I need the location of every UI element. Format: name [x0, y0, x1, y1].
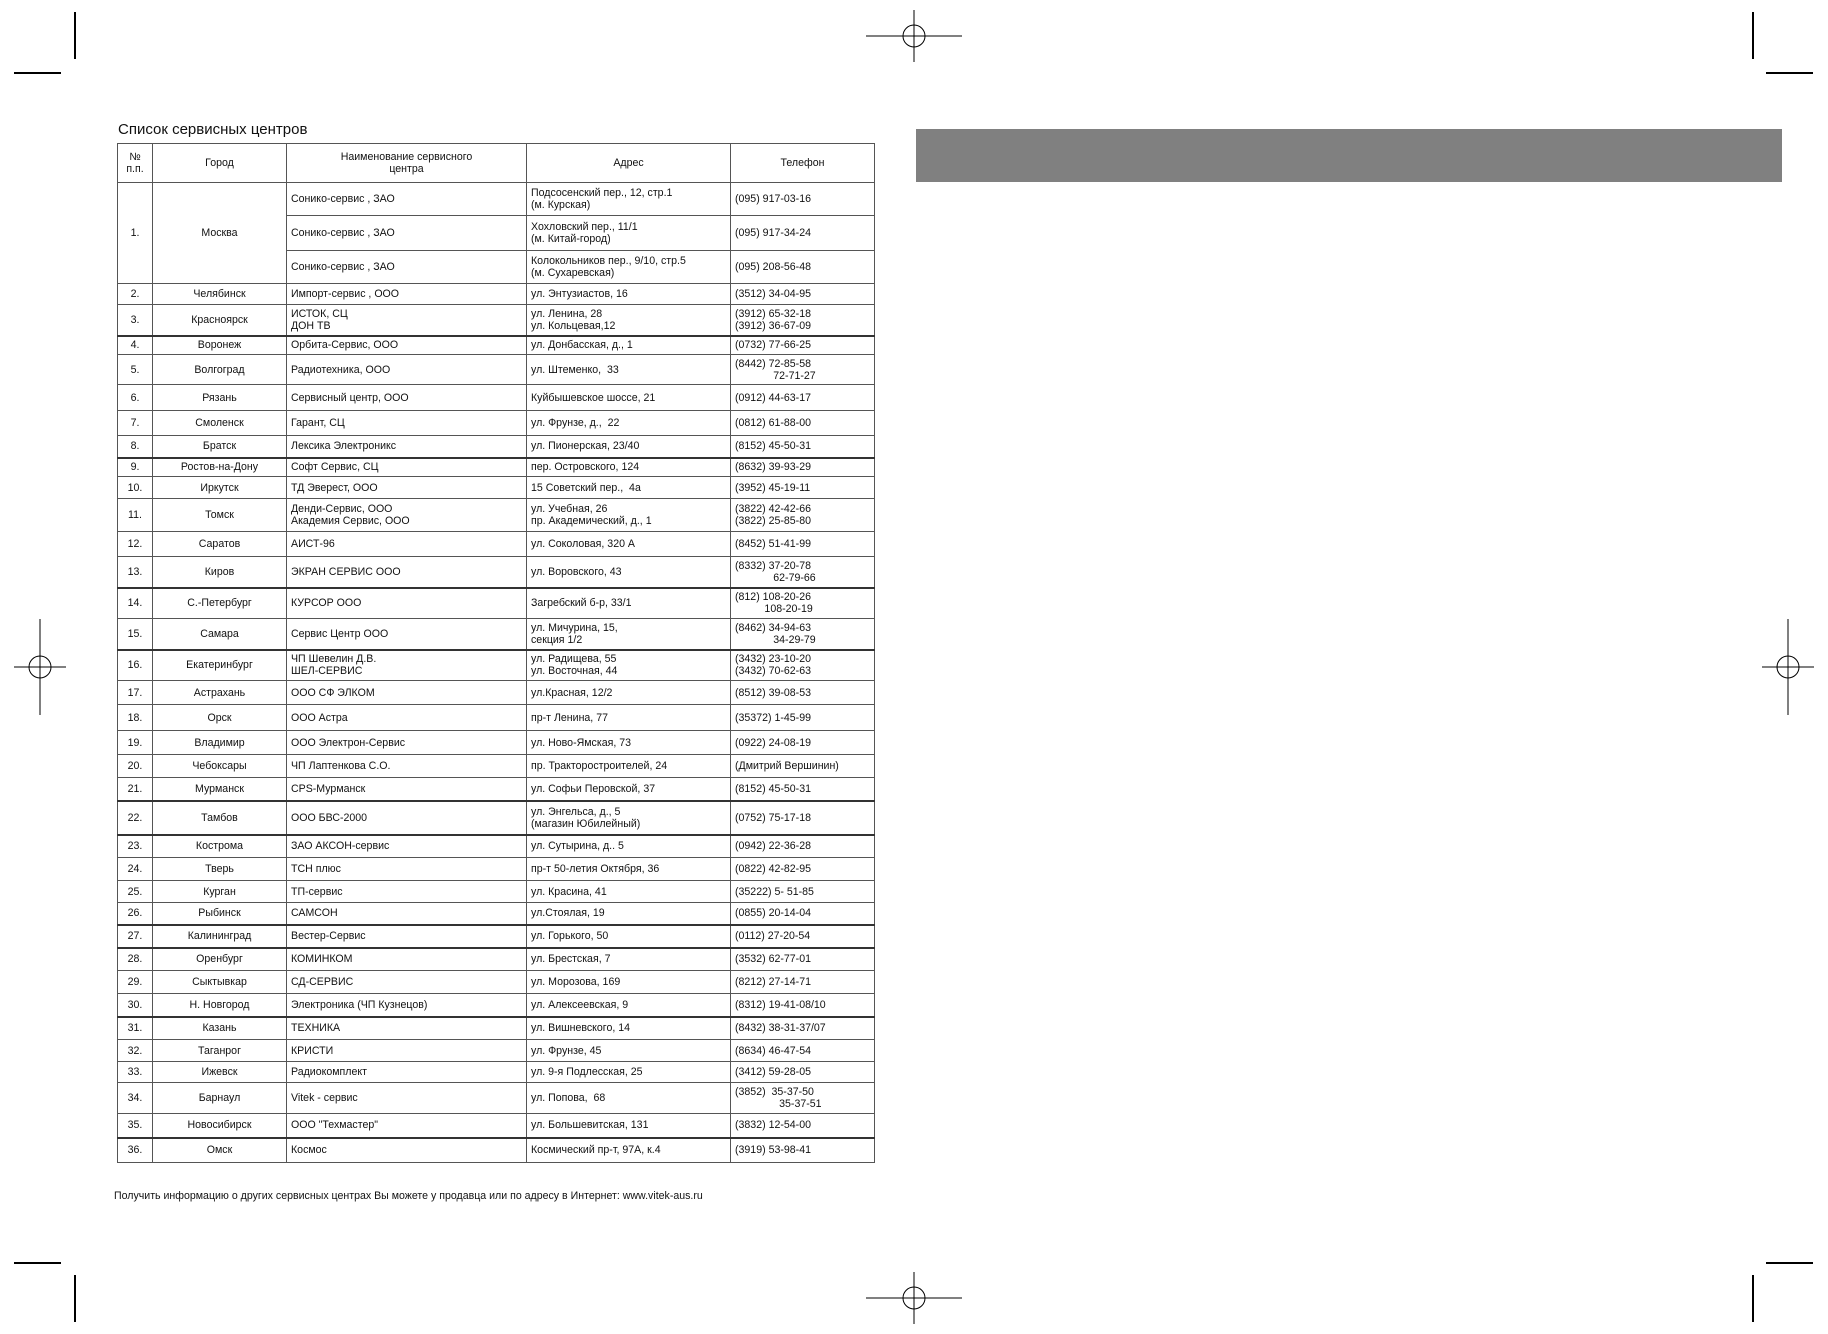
- address-cell: ул. Фрунзе, 45: [527, 1040, 731, 1062]
- city-cell: Воронеж: [153, 336, 287, 355]
- table-row: [118, 948, 875, 971]
- address-cell: Колокольников пер., 9/10, стр.5 (м. Сухаревская): [527, 251, 731, 284]
- phone-cell: (3912) 65-32-18 (3912) 36-67-09: [731, 305, 875, 336]
- registration-mark-icon: [866, 1272, 962, 1324]
- table-row: [118, 411, 875, 436]
- row-number: 28.: [118, 948, 153, 971]
- center-name-cell: Орбита-Сервис, ООО: [287, 336, 527, 355]
- city-cell: Орск: [153, 705, 287, 731]
- row-number: 8.: [118, 436, 153, 458]
- address-cell: ул. Горького, 50: [527, 925, 731, 948]
- phone-cell: (0855) 20-14-04: [731, 903, 875, 925]
- table-row: [118, 1017, 875, 1040]
- header-phone: Телефон: [731, 144, 875, 183]
- center-name-cell: Электроника (ЧП Кузнецов): [287, 994, 527, 1017]
- row-number: 23.: [118, 835, 153, 858]
- crop-mark: [14, 1262, 61, 1264]
- city-cell: Ростов-на-Дону: [153, 458, 287, 477]
- center-name-cell: Лексика Электроникс: [287, 436, 527, 458]
- address-cell: Хохловский пер., 11/1 (м. Китай-город): [527, 216, 731, 251]
- row-number: 27.: [118, 925, 153, 948]
- center-name-cell: ТП-сервис: [287, 881, 527, 903]
- address-cell: ул. Ленина, 28 ул. Кольцевая,12: [527, 305, 731, 336]
- row-number: 24.: [118, 858, 153, 881]
- address-cell: ул. Алексеевская, 9: [527, 994, 731, 1017]
- row-number: 3.: [118, 305, 153, 336]
- city-cell: Мурманск: [153, 778, 287, 801]
- row-number: 7.: [118, 411, 153, 436]
- address-cell: ул. Штеменко, 33: [527, 355, 731, 385]
- row-number: 16.: [118, 650, 153, 681]
- center-name-cell: ИСТОК, СЦ ДОН ТВ: [287, 305, 527, 336]
- address-cell: Загребский б-р, 33/1: [527, 588, 731, 619]
- city-cell: Братск: [153, 436, 287, 458]
- city-cell: Волгоград: [153, 355, 287, 385]
- center-name-cell: ООО Электрон-Сервис: [287, 731, 527, 755]
- phone-cell: (0752) 75-17-18: [731, 801, 875, 835]
- table-row: [118, 619, 875, 650]
- table-row: [118, 778, 875, 801]
- address-cell: пр. Тракторостроителей, 24: [527, 755, 731, 778]
- row-number: 19.: [118, 731, 153, 755]
- city-cell: Тамбов: [153, 801, 287, 835]
- phone-cell: (3952) 45-19-11: [731, 477, 875, 499]
- service-centers-table: [117, 143, 875, 1163]
- center-name-cell: Гарант, СЦ: [287, 411, 527, 436]
- city-cell: Чебоксары: [153, 755, 287, 778]
- row-number: 25.: [118, 881, 153, 903]
- table-row: [118, 588, 875, 619]
- gray-header-bar: [916, 129, 1782, 182]
- address-cell: ул. Воровского, 43: [527, 557, 731, 588]
- header-address: Адрес: [527, 144, 731, 183]
- phone-cell: (0812) 61-88-00: [731, 411, 875, 436]
- center-name-cell: Космос: [287, 1138, 527, 1163]
- phone-cell: (8632) 39-93-29: [731, 458, 875, 477]
- table-row: [118, 1062, 875, 1083]
- table-row: [118, 336, 875, 355]
- row-number: 31.: [118, 1017, 153, 1040]
- address-cell: ул. Энтузиастов, 16: [527, 284, 731, 305]
- city-cell: Самара: [153, 619, 287, 650]
- crop-mark: [14, 72, 61, 74]
- registration-mark-icon: [14, 619, 66, 715]
- center-name-cell: Импорт-сервис , ООО: [287, 284, 527, 305]
- footer-note: Получить информацию о других сервисных центрах Вы можете у продавца или по адресу в Интернет: www.vitek-aus.ru: [114, 1190, 703, 1202]
- row-number: 22.: [118, 801, 153, 835]
- header-name: Наименование сервисного центра: [287, 144, 527, 183]
- phone-cell: (8152) 45-50-31: [731, 436, 875, 458]
- center-name-cell: ООО СФ ЭЛКОМ: [287, 681, 527, 705]
- table-row: [118, 477, 875, 499]
- row-number: 21.: [118, 778, 153, 801]
- city-cell: Калининград: [153, 925, 287, 948]
- address-cell: пер. Островского, 124: [527, 458, 731, 477]
- table-row: [118, 458, 875, 477]
- address-cell: Космический пр-т, 97А, к.4: [527, 1138, 731, 1163]
- row-number: 35.: [118, 1114, 153, 1138]
- row-number: 12.: [118, 532, 153, 557]
- phone-cell: (095) 917-34-24: [731, 216, 875, 251]
- phone-cell: (8152) 45-50-31: [731, 778, 875, 801]
- center-name-cell: ООО Астра: [287, 705, 527, 731]
- crop-mark: [74, 1275, 76, 1322]
- crop-mark: [1766, 72, 1813, 74]
- phone-cell: (3852) 35-37-50 35-37-51: [731, 1083, 875, 1114]
- table-row: [118, 650, 875, 681]
- phone-cell: (8462) 34-94-63 34-29-79: [731, 619, 875, 650]
- header-number: № п.п.: [118, 144, 153, 183]
- registration-mark-icon: [1762, 619, 1814, 715]
- table-row: [118, 705, 875, 731]
- table-row: [118, 1138, 875, 1163]
- table-row: [118, 305, 875, 336]
- table-row: [118, 835, 875, 858]
- center-name-cell: Сонико-сервис , ЗАО: [287, 251, 527, 284]
- address-cell: пр-т 50-летия Октября, 36: [527, 858, 731, 881]
- address-cell: ул. Морозова, 169: [527, 971, 731, 994]
- table-row: [118, 385, 875, 411]
- table-row: [118, 1040, 875, 1062]
- table-row: [118, 681, 875, 705]
- center-name-cell: Софт Сервис, СЦ: [287, 458, 527, 477]
- address-cell: Подсосенский пер., 12, стр.1 (м. Курская): [527, 183, 731, 216]
- phone-cell: (0112) 27-20-54: [731, 925, 875, 948]
- row-number: 26.: [118, 903, 153, 925]
- crop-mark: [1752, 12, 1754, 59]
- center-name-cell: Денди-Сервис, ООО Академия Сервис, ООО: [287, 499, 527, 532]
- phone-cell: (8312) 19-41-08/10: [731, 994, 875, 1017]
- city-cell: Томск: [153, 499, 287, 532]
- row-number: 14.: [118, 588, 153, 619]
- center-name-cell: САМСОН: [287, 903, 527, 925]
- table-row: [118, 557, 875, 588]
- phone-cell: (8452) 51-41-99: [731, 532, 875, 557]
- city-cell: Владимир: [153, 731, 287, 755]
- address-cell: ул. Пионерская, 23/40: [527, 436, 731, 458]
- city-cell: Киров: [153, 557, 287, 588]
- city-cell: Саратов: [153, 532, 287, 557]
- row-number: 11.: [118, 499, 153, 532]
- city-cell: Н. Новгород: [153, 994, 287, 1017]
- address-cell: Куйбышевское шоссе, 21: [527, 385, 731, 411]
- address-cell: ул. Радищева, 55 ул. Восточная, 44: [527, 650, 731, 681]
- city-cell: Рыбинск: [153, 903, 287, 925]
- center-name-cell: ТСН плюс: [287, 858, 527, 881]
- address-cell: ул.Красная, 12/2: [527, 681, 731, 705]
- city-cell: Красноярск: [153, 305, 287, 336]
- center-name-cell: CPS-Мурманск: [287, 778, 527, 801]
- center-name-cell: Сонико-сервис , ЗАО: [287, 183, 527, 216]
- phone-cell: (0732) 77-66-25: [731, 336, 875, 355]
- center-name-cell: Вестер-Сервис: [287, 925, 527, 948]
- city-cell: Иркутск: [153, 477, 287, 499]
- address-cell: ул. Большевитская, 131: [527, 1114, 731, 1138]
- center-name-cell: ЗАО АКСОН-сервис: [287, 835, 527, 858]
- row-number: 5.: [118, 355, 153, 385]
- address-cell: 15 Советский пер., 4а: [527, 477, 731, 499]
- table-row: [118, 183, 875, 216]
- address-cell: ул. Донбасская, д., 1: [527, 336, 731, 355]
- row-number: 4.: [118, 336, 153, 355]
- center-name-cell: Сервис Центр ООО: [287, 619, 527, 650]
- center-name-cell: Сервисный центр, ООО: [287, 385, 527, 411]
- phone-cell: (3432) 23-10-20 (3432) 70-62-63: [731, 650, 875, 681]
- city-cell: Оренбург: [153, 948, 287, 971]
- table-row: [118, 1114, 875, 1138]
- phone-cell: (095) 208-56-48: [731, 251, 875, 284]
- address-cell: ул. Учебная, 26 пр. Академический, д., 1: [527, 499, 731, 532]
- table-row: [118, 903, 875, 925]
- phone-cell: (8432) 38-31-37/07: [731, 1017, 875, 1040]
- row-number: 6.: [118, 385, 153, 411]
- phone-cell: (3822) 42-42-66 (3822) 25-85-80: [731, 499, 875, 532]
- phone-cell: (3532) 62-77-01: [731, 948, 875, 971]
- phone-cell: (8442) 72-85-58 72-71-27: [731, 355, 875, 385]
- row-number: 13.: [118, 557, 153, 588]
- phone-cell: (3832) 12-54-00: [731, 1114, 875, 1138]
- phone-cell: (3512) 34-04-95: [731, 284, 875, 305]
- center-name-cell: КОМИНКОМ: [287, 948, 527, 971]
- city-cell: Новосибирск: [153, 1114, 287, 1138]
- phone-cell: (0942) 22-36-28: [731, 835, 875, 858]
- phone-cell: (8512) 39-08-53: [731, 681, 875, 705]
- city-cell: Кострома: [153, 835, 287, 858]
- row-number: 1.: [118, 183, 153, 284]
- row-number: 9.: [118, 458, 153, 477]
- city-cell: Ижевск: [153, 1062, 287, 1083]
- address-cell: ул. Брестская, 7: [527, 948, 731, 971]
- center-name-cell: ООО БВС-2000: [287, 801, 527, 835]
- address-cell: ул. Мичурина, 15, секция 1/2: [527, 619, 731, 650]
- city-cell: Таганрог: [153, 1040, 287, 1062]
- table-row: [118, 499, 875, 532]
- table-row: [118, 994, 875, 1017]
- row-number: 20.: [118, 755, 153, 778]
- table-row: [118, 532, 875, 557]
- phone-cell: (8332) 37-20-78 62-79-66: [731, 557, 875, 588]
- address-cell: ул. Энгельса, д., 5 (магазин Юбилейный): [527, 801, 731, 835]
- table-row: [118, 284, 875, 305]
- address-cell: ул. Софьи Перовской, 37: [527, 778, 731, 801]
- address-cell: ул. Ново-Ямская, 73: [527, 731, 731, 755]
- address-cell: ул. 9-я Подлесская, 25: [527, 1062, 731, 1083]
- table-row: [118, 858, 875, 881]
- row-number: 32.: [118, 1040, 153, 1062]
- address-cell: ул. Фрунзе, д., 22: [527, 411, 731, 436]
- address-cell: ул.Стоялая, 19: [527, 903, 731, 925]
- registration-mark-icon: [866, 10, 962, 62]
- phone-cell: (812) 108-20-26 108-20-19: [731, 588, 875, 619]
- center-name-cell: КРИСТИ: [287, 1040, 527, 1062]
- crop-mark: [1752, 1275, 1754, 1322]
- city-cell: Курган: [153, 881, 287, 903]
- table-header-row: [118, 144, 875, 183]
- phone-cell: (Дмитрий Вершинин): [731, 755, 875, 778]
- table-row: [118, 1083, 875, 1114]
- center-name-cell: Vitek - сервис: [287, 1083, 527, 1114]
- table-row: [118, 925, 875, 948]
- crop-mark: [74, 12, 76, 59]
- row-number: 17.: [118, 681, 153, 705]
- phone-cell: (8634) 46-47-54: [731, 1040, 875, 1062]
- phone-cell: (095) 917-03-16: [731, 183, 875, 216]
- city-cell: Москва: [153, 183, 287, 284]
- city-cell: Казань: [153, 1017, 287, 1040]
- row-number: 18.: [118, 705, 153, 731]
- phone-cell: (0822) 42-82-95: [731, 858, 875, 881]
- row-number: 29.: [118, 971, 153, 994]
- city-cell: Тверь: [153, 858, 287, 881]
- center-name-cell: Радиокомплект: [287, 1062, 527, 1083]
- table-row: [118, 731, 875, 755]
- city-cell: Барнаул: [153, 1083, 287, 1114]
- row-number: 2.: [118, 284, 153, 305]
- row-number: 34.: [118, 1083, 153, 1114]
- phone-cell: (0922) 24-08-19: [731, 731, 875, 755]
- city-cell: Смоленск: [153, 411, 287, 436]
- crop-mark: [1766, 1262, 1813, 1264]
- address-cell: пр-т Ленина, 77: [527, 705, 731, 731]
- phone-cell: (3919) 53-98-41: [731, 1138, 875, 1163]
- city-cell: С.-Петербург: [153, 588, 287, 619]
- city-cell: Астрахань: [153, 681, 287, 705]
- phone-cell: (8212) 27-14-71: [731, 971, 875, 994]
- table-row: [118, 971, 875, 994]
- center-name-cell: СД-СЕРВИС: [287, 971, 527, 994]
- center-name-cell: ЧП Шевелин Д.В. ШЕЛ-СЕРВИС: [287, 650, 527, 681]
- city-cell: Сыктывкар: [153, 971, 287, 994]
- table-row: [118, 436, 875, 458]
- center-name-cell: ЭКРАН СЕРВИС ООО: [287, 557, 527, 588]
- phone-cell: (35222) 5- 51-85: [731, 881, 875, 903]
- city-cell: Екатеринбург: [153, 650, 287, 681]
- address-cell: ул. Вишневского, 14: [527, 1017, 731, 1040]
- city-cell: Рязань: [153, 385, 287, 411]
- center-name-cell: Сонико-сервис , ЗАО: [287, 216, 527, 251]
- table-row: [118, 755, 875, 778]
- phone-cell: (35372) 1-45-99: [731, 705, 875, 731]
- center-name-cell: ТД Эверест, ООО: [287, 477, 527, 499]
- city-cell: Омск: [153, 1138, 287, 1163]
- row-number: 36.: [118, 1138, 153, 1163]
- address-cell: ул. Красина, 41: [527, 881, 731, 903]
- table-row: [118, 355, 875, 385]
- address-cell: ул. Соколовая, 320 А: [527, 532, 731, 557]
- row-number: 15.: [118, 619, 153, 650]
- table-row: [118, 801, 875, 835]
- row-number: 10.: [118, 477, 153, 499]
- phone-cell: (0912) 44-63-17: [731, 385, 875, 411]
- page-title: Список сервисных центров: [118, 121, 308, 138]
- center-name-cell: АИСТ-96: [287, 532, 527, 557]
- center-name-cell: ЧП Лаптенкова С.О.: [287, 755, 527, 778]
- center-name-cell: Радиотехника, ООО: [287, 355, 527, 385]
- header-city: Город: [153, 144, 287, 183]
- row-number: 33.: [118, 1062, 153, 1083]
- city-cell: Челябинск: [153, 284, 287, 305]
- table-row: [118, 881, 875, 903]
- row-number: 30.: [118, 994, 153, 1017]
- address-cell: ул. Попова, 68: [527, 1083, 731, 1114]
- phone-cell: (3412) 59-28-05: [731, 1062, 875, 1083]
- center-name-cell: КУРСОР ООО: [287, 588, 527, 619]
- center-name-cell: ТЕХНИКА: [287, 1017, 527, 1040]
- address-cell: ул. Сутырина, д.. 5: [527, 835, 731, 858]
- center-name-cell: ООО "Техмастер": [287, 1114, 527, 1138]
